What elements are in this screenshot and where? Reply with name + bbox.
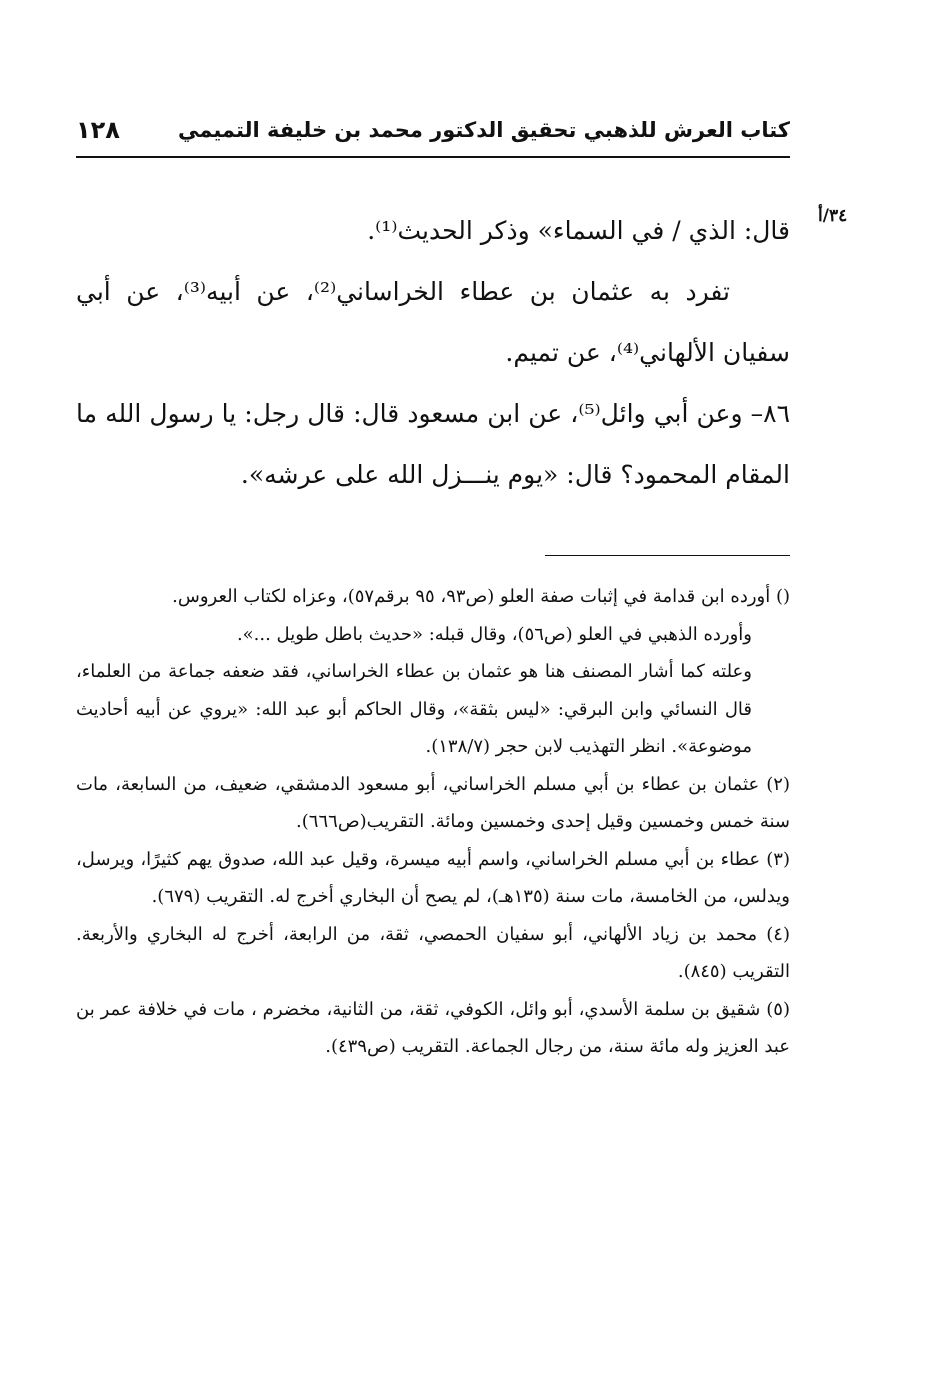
footnote-4: (٤) محمد بن زياد الألهاني، أبو سفيان الحمصي، ثقة، من الرابعة، أخرج له البخاري والأربعة. التقريب (٨٤٥). — [76, 923, 790, 982]
main-text — [76, 200, 790, 505]
paragraph-isnad-note: تفرد به عثمان بن عطاء الخراساني⁽²⁾، عن أبيه⁽³⁾، عن أبي سفيان الألهاني⁽⁴⁾، عن تميم. — [76, 277, 790, 367]
footnote-1-continued: وعلته كما أشار المصنف هنا هو عثمان بن عطاء الخراساني، فقد ضعفه جماعة من العلماء، قال النسائي وابن البرقي: «ليس بثقة»، وقال الحاكم أبو عبد الله: «يروي عن أبيه أحاديث موضوعة». انظر التهذيب لابن حجر (١٣٨/٧). — [76, 661, 752, 757]
footnote-3: (٣) عطاء بن أبي مسلم الخراساني، واسم أبيه ميسرة، وقيل عبد الله، صدوق يهم كثيرًا، ويرسل، ويدلس، من الخامسة، مات سنة (١٣٥هـ)، لم يصح أن البخاري أخرج له. التقريب (٦٧٩). — [76, 848, 790, 907]
page-header — [76, 112, 790, 158]
footnote-1-continued: وأورده الذهبي في العلو (ص٥٦)، وقال قبله: «حديث باطل طويل ...». — [236, 623, 752, 645]
footnote-1: () أورده ابن قدامة في إثبات صفة العلو (ص٩٣، ٩٥ برقم٥٧)، وعزاه لكتاب العروس. — [172, 586, 790, 607]
manuscript-folio-reference: ٣٤/أ — [818, 206, 848, 226]
footnote-separator — [545, 555, 790, 556]
running-title: كتاب العرش للذهبي تحقيق الدكتور محمد بن خليفة التميمي — [178, 118, 790, 142]
paragraph-hadith-end: قال: الذي / في السماء» وذكر الحديث⁽¹⁾. — [367, 216, 790, 245]
footnote-2: (٢) عثمان بن عطاء بن أبي مسلم الخراساني، أبو مسعود الدمشقي، ضعيف، من السابعة، مات سنة خمس وخمسين وقيل إحدى وخمسين ومائة. التقريب(ص٦٦٦). — [76, 773, 790, 832]
paragraph-hadith-86: ٨٦– وعن أبي وائل⁽⁵⁾، عن ابن مسعود قال: قال رجل: يا رسول الله ما المقام المحمود؟ قال: «يوم ينـــزل الله على عرشه». — [76, 399, 790, 489]
page-number: ١٢٨ — [76, 116, 120, 144]
footnote-5: (٥) شقيق بن سلمة الأسدي، أبو وائل، الكوفي، ثقة، من الثانية، مخضرم ، مات في خلافة عمر بن عبد العزيز وله مائة سنة، من رجال الجماعة. التقريب (ص٤٣٩). — [76, 998, 790, 1057]
footnotes — [76, 578, 790, 1066]
